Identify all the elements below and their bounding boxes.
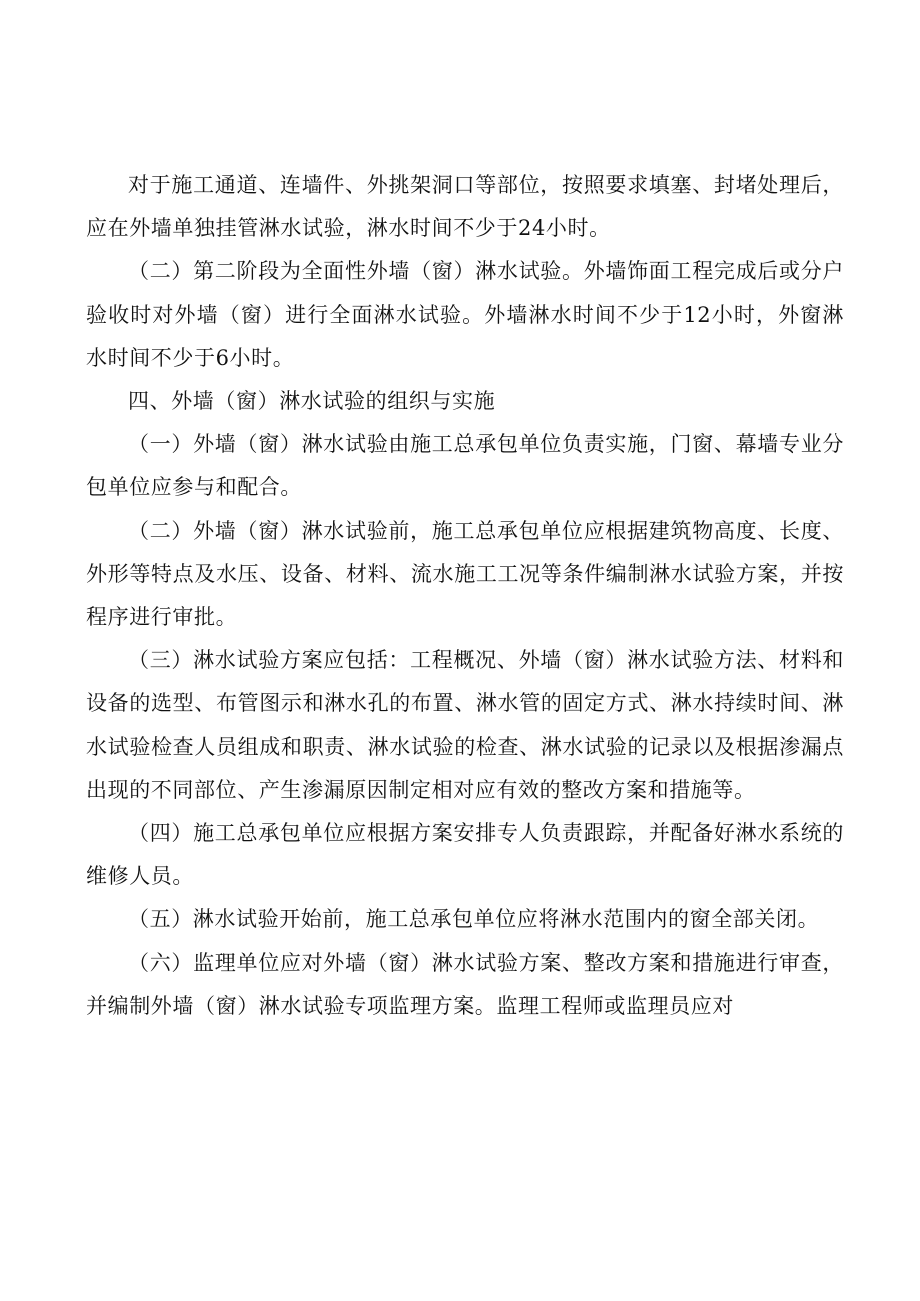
paragraph-stage-two: （二）第二阶段为全面性外墙（窗）淋水试验。外墙饰面工程完成后或分户验收时对外墙（窗）进行全面淋水试验。外墙淋水时间不少于12小时，外窗淋水时间不少于6小时。	[86, 259, 844, 370]
document-body	[86, 164, 844, 1028]
section-heading-organization: 四、外墙（窗）淋水试验的组织与实施	[128, 389, 496, 414]
paragraph-item-four: （四）施工总承包单位应根据方案安排专人负责跟踪，并配备好淋水系统的维修人员。	[86, 821, 844, 889]
paragraph-item-five: （五）淋水试验开始前，施工总承包单位应将淋水范围内的窗全部关闭。	[128, 907, 820, 932]
paragraph-wall-hole-test: 对于施工通道、连墙件、外挑架洞口等部位，按照要求填塞、封堵处理后，应在外墙单独挂管淋水试验，淋水时间不少于24小时。	[86, 173, 844, 241]
paragraph-item-three: （三）淋水试验方案应包括：工程概况、外墙（窗）淋水试验方法、材料和设备的选型、布管图示和淋水孔的布置、淋水管的固定方式、淋水持续时间、淋水试验检查人员组成和职责、淋水试验的检查、淋水试验的记录以及根据渗漏点出现的不同部位、产生渗漏原因制定相对应有效的整改方案和措施等。	[86, 648, 844, 802]
paragraph-item-two: （二）外墙（窗）淋水试验前，施工总承包单位应根据建筑物高度、长度、外形等特点及水压、设备、材料、流水施工工况等条件编制淋水试验方案，并按程序进行审批。	[86, 518, 844, 630]
paragraph-item-six: （六）监理单位应对外墙（窗）淋水试验方案、整改方案和措施进行审查，并编制外墙（窗）淋水试验专项监理方案。监理工程师或监理员应对	[86, 950, 844, 1018]
paragraph-item-one: （一）外墙（窗）淋水试验由施工总承包单位负责实施，门窗、幕墙专业分包单位应参与和配合。	[86, 432, 844, 500]
